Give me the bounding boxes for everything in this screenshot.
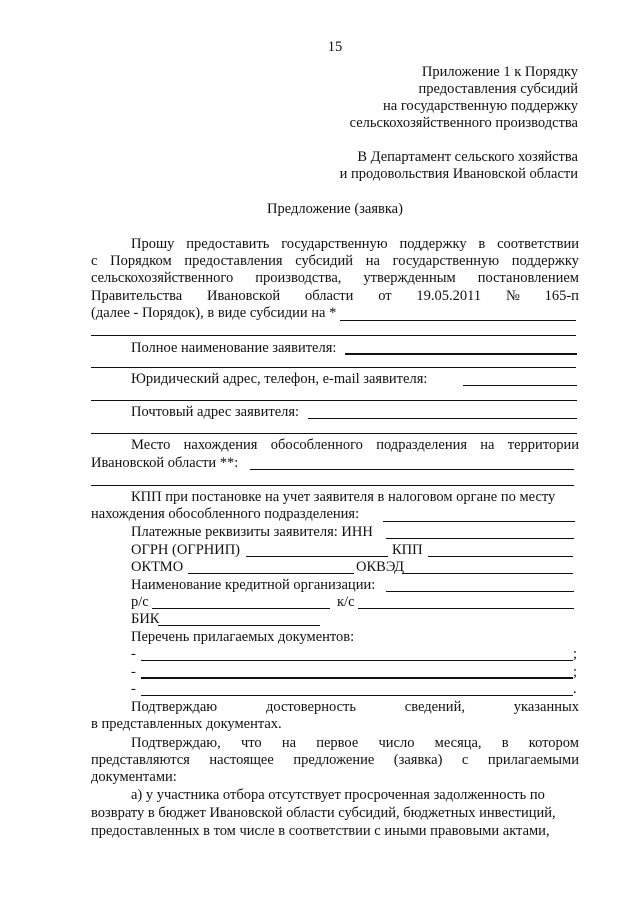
kpp-separate-field[interactable] [383,521,575,522]
confirm-text: документами: [91,769,177,785]
doc-item-dash: - [131,681,136,697]
addressee-line: и продовольствия Ивановской области [339,166,578,182]
intro-line: (далее - Порядок), в виде субсидии на * [91,305,337,321]
okved-field[interactable] [402,573,573,574]
doc-item-dash: - [131,664,136,680]
bank-label: Наименование кредитной организации: [131,577,376,593]
payment-label: Платежные реквизиты заявителя: ИНН [131,524,373,540]
inn-field[interactable] [386,538,574,539]
intro-line: сельскохозяйственного производства, утвержденным постановлением [91,270,579,286]
addressee-line: В Департамент сельского хозяйства [357,149,578,165]
appendix-line: на государственную поддержку [383,98,578,114]
okved-label: ОКВЭД [356,559,405,575]
doc-item-end: ; [573,646,578,662]
postal-address-field[interactable] [308,418,577,419]
doc-item-field[interactable] [141,695,573,696]
doc-item-end: . [573,681,577,697]
intro-line: с Порядком предоставления субсидий на государственную поддержку [91,253,579,269]
page-number: 15 [327,39,343,55]
location-label: Место нахождения обособленного подразделения на территории [131,437,579,453]
intro-line: Прошу предоставить государственную поддержку в соответствии [131,236,579,252]
full-name-field[interactable] [345,353,577,355]
bik-field[interactable] [158,625,320,626]
clause-a-text: а) у участника отбора отсутствует просроченная задолженность по [131,787,545,803]
doc-item-dash: - [131,646,136,662]
intro-line: Правительства Ивановской области от 19.05.2011 № 165-п [91,288,579,304]
docs-label: Перечень прилагаемых документов: [131,629,355,645]
postal-address-label: Почтовый адрес заявителя: [131,404,300,420]
full-name-label: Полное наименование заявителя: [131,340,337,356]
ogrn-label: ОГРН (ОГРНИП) [131,542,241,558]
document-title: Предложение (заявка) [267,201,403,217]
blank-line[interactable] [91,335,576,336]
doc-item-field[interactable] [141,660,573,661]
location-field[interactable] [250,469,574,470]
kpp-field[interactable] [428,556,573,557]
blank-line[interactable] [91,400,577,401]
confirm-text: представляются настоящее предложение (заявка) с прилагаемыми [91,752,579,768]
rs-label: р/с [131,594,149,610]
appendix-line: Приложение 1 к Порядку [421,64,578,80]
oktmo-label: ОКТМО [131,559,184,575]
rs-field[interactable] [152,608,330,609]
legal-address-label: Юридический адрес, телефон, e-mail заявителя: [131,371,428,387]
ogrn-field[interactable] [246,556,388,557]
kpp-label-cont: нахождения обособленного подразделения: [91,506,360,522]
confirm-text: Подтверждаю достоверность сведений, указанных [131,699,579,715]
blank-line[interactable] [91,485,574,486]
ks-label: к/с [337,594,355,610]
confirm-text: Подтверждаю, что на первое число месяца, в котором [131,735,579,751]
kpp-short-label: КПП [392,542,423,558]
subsidy-purpose-field[interactable] [340,320,576,321]
doc-item-field[interactable] [141,677,573,679]
oktmo-field[interactable] [188,573,354,574]
blank-line[interactable] [91,367,576,368]
appendix-line: сельскохозяйственного производства [349,115,578,131]
ks-field[interactable] [358,608,574,609]
kpp-label: КПП при постановке на учет заявителя в налоговом органе по месту [131,489,556,505]
confirm-text: в представленных документах. [91,716,282,732]
bank-field[interactable] [386,591,574,592]
bik-label: БИК [131,611,160,627]
clause-a-text: возврату в бюджет Ивановской области субсидий, бюджетных инвестиций, [91,805,556,821]
location-label-cont: Ивановской области **: [91,455,239,471]
legal-address-field[interactable] [463,385,577,386]
doc-item-end: ; [573,664,578,680]
clause-a-text: предоставленных в том числе в соответствии с иными правовыми актами, [91,823,550,839]
blank-line[interactable] [91,433,577,434]
appendix-line: предоставления субсидий [418,81,578,97]
